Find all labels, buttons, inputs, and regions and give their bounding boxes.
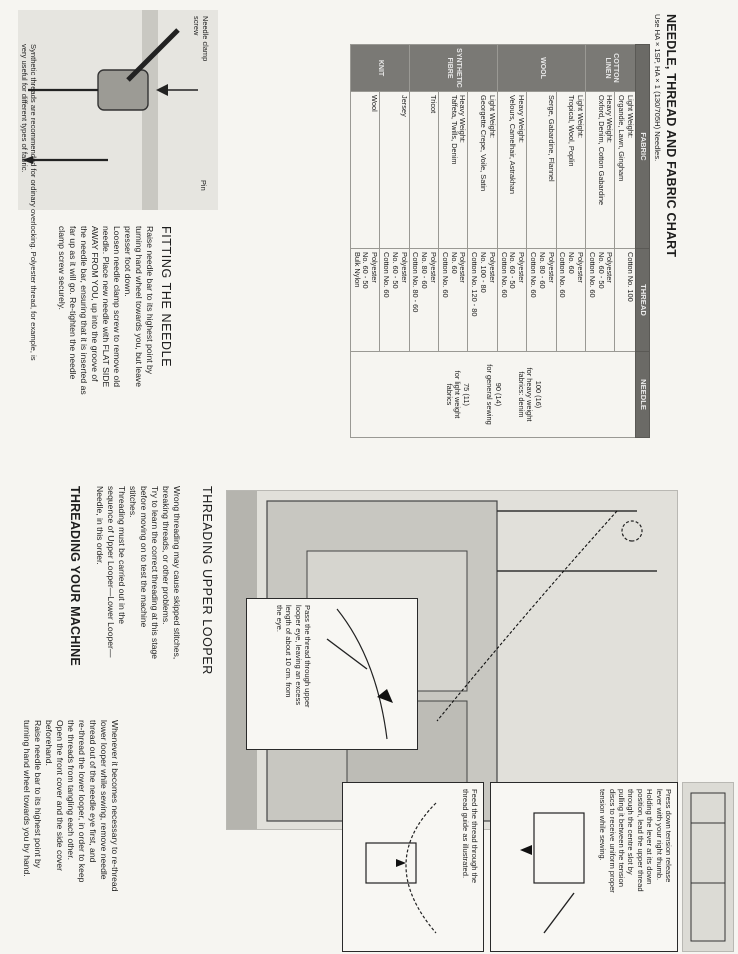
thread-line: Polyester — [517, 252, 527, 283]
fabric-line: Tropical, Wool, Poplin — [567, 95, 577, 167]
thread-cell — [556, 249, 585, 352]
thread-line: No. 60 - 50 — [361, 252, 371, 289]
footnote-line: Synthetic threads are recommended for ordinary overlocking. Polyester thread, for example, is — [29, 44, 38, 361]
thread-cell — [468, 249, 497, 352]
upper-looper-heading: THREADING UPPER LOOPER — [200, 486, 214, 675]
fabric-line: Heavy Weight: — [458, 95, 468, 143]
fabric-line: Heavy Weight: — [517, 95, 527, 143]
needle-cell — [350, 352, 635, 438]
fabric-cell — [380, 92, 409, 249]
fabric-cell — [468, 92, 497, 249]
thread-line: Cotton No. 60 — [499, 252, 509, 298]
fitting-needle-text — [56, 226, 155, 458]
fabric-line: Heavy Weight: — [605, 95, 615, 143]
thread-line: No. 60 - 50 — [508, 252, 518, 289]
thread-line: No. 60 - 50 — [596, 252, 606, 289]
thread-line: No. 60 - 50 — [390, 252, 400, 289]
feed-line: thread guide as illustrated. — [460, 789, 470, 879]
press-line: tension while sewing. — [598, 789, 608, 861]
thread-line: No. 60 — [449, 252, 459, 274]
table-row — [615, 45, 636, 438]
threading-line: turning hand wheel towards you by hand. — [22, 720, 32, 877]
fabric-cell — [409, 92, 438, 249]
threading-text-b — [21, 720, 120, 952]
fabric-cell — [615, 92, 636, 249]
chart-footnote — [19, 44, 38, 444]
fabric-cell — [556, 92, 585, 249]
threading-line: lower looper while sewing, remove needle — [99, 720, 109, 880]
thread-line: Cotton No. 60 — [382, 252, 392, 298]
pass-line: Pass the thread through upper — [303, 605, 312, 708]
thread-line: No. 80 - 60 — [420, 252, 430, 289]
fabric-line: Wool — [370, 95, 380, 112]
press-line: through the centre slot by — [626, 789, 636, 875]
press-line: pulling it between the tension — [616, 789, 626, 887]
needle-thread-fabric-table — [350, 44, 650, 438]
pass-line: the eye. — [274, 605, 284, 633]
needle-line: for general sewing — [484, 364, 494, 425]
fabric-cell — [350, 92, 379, 249]
threading-line: stitches. — [128, 486, 138, 518]
threading-text-a — [94, 486, 182, 714]
needle-illustration — [18, 10, 218, 210]
needle-line: fabrics: denim — [516, 371, 526, 418]
fitting-line: presser foot down. — [123, 226, 133, 297]
thread-line: Polyester — [458, 252, 468, 283]
thread-line: Polyester — [576, 252, 586, 283]
tension-disc-illustration — [682, 782, 734, 952]
thread-line: Cotton No. 60 — [529, 252, 539, 298]
fitting-line: far up as it will go. Re-tighten the needle — [68, 226, 78, 380]
pass-line: length of about 10 cm. from — [284, 605, 294, 698]
thread-cell — [439, 249, 468, 352]
fitting-needle-section — [56, 226, 173, 458]
column-header-thread: THREAD — [636, 249, 650, 352]
threading-line: beforehand. — [44, 720, 54, 766]
press-line: lever with your right thumb. — [654, 789, 664, 881]
thread-line: Polyester — [605, 252, 615, 283]
group-label: KNIT — [350, 45, 409, 92]
threading-line: Needle, in this order. — [95, 486, 105, 565]
press-line: Press down tension release — [664, 789, 673, 883]
fabric-line: Velours, Camelhair, Astrakhan — [508, 95, 518, 195]
thread-line: Polyester — [429, 252, 439, 283]
threading-line: Wrong threading may cause skipped stitches, — [172, 486, 182, 660]
thread-cell — [586, 249, 615, 352]
thread-line: Polyester — [487, 252, 497, 283]
pin-label: Pin — [199, 180, 208, 191]
needle-clamp-label: Needle clamp screw — [191, 16, 210, 62]
fabric-line: Light Weight: — [576, 95, 586, 139]
thread-line: Cotton No. 100 — [626, 252, 635, 302]
fitting-line: the needle bar, ensuring that it is inserted as — [79, 226, 89, 395]
fitting-line: needle. Place new needle with FLAT SIDE — [101, 226, 111, 388]
thread-cell — [380, 249, 409, 352]
thread-line: No. 80 - 60 — [537, 252, 547, 289]
fabric-cell — [497, 92, 526, 249]
fitting-line: Loosen needle clamp screw to remove old — [112, 226, 122, 387]
fabric-line: Serge, Gabardine, Flannel — [546, 95, 556, 182]
thread-line: Bulk Nylon — [352, 252, 362, 288]
threading-line: Open the front cover and the side cover — [55, 720, 65, 871]
fitting-line: Raise needle bar to its highest point by — [145, 226, 155, 375]
thread-cell — [497, 249, 526, 352]
threading-line: Whenever it becomes necessary to re-thread — [110, 720, 120, 892]
thread-line: Cotton No. 60 — [440, 252, 450, 298]
fabric-line: Tricot — [429, 95, 439, 114]
group-label: WOOL — [497, 45, 585, 92]
needle-line: for heavy weight — [525, 367, 535, 422]
fitting-needle-heading: FITTING THE NEEDLE — [159, 226, 173, 368]
needle-line: 90 (14) — [493, 382, 503, 407]
thread-line: Cotton No. 60 — [587, 252, 597, 298]
footnote-line: very useful for different types of fabric. — [19, 44, 29, 173]
group-label: COTTON LINEN — [586, 45, 636, 92]
fabric-cell — [527, 92, 556, 249]
press-line: discs to receive uniform proper — [607, 789, 617, 893]
needle-line: 75 (11) — [462, 383, 472, 406]
fabric-line: Georgette Crepe, Voile, Satin — [479, 95, 489, 192]
pass-line: looper eye, leaving an excess — [293, 605, 303, 706]
thread-line: Cotton No. 120 - 80 — [470, 252, 480, 317]
fabric-cell — [586, 92, 615, 249]
column-header-needle: NEEDLE — [636, 352, 650, 438]
threading-line: Try to learn the correct threading at this stage — [150, 486, 160, 660]
threading-line: the threads from tangling each other. — [66, 720, 76, 860]
thread-line: Polyester — [546, 252, 556, 283]
needle-clamp-drawing — [18, 10, 218, 210]
thread-line: No. 100 - 80 — [479, 252, 489, 293]
tension-lever-drawing — [514, 783, 594, 951]
group-label: SYNTHETIC FIBRE — [409, 45, 497, 92]
looper-eye-drawing — [317, 599, 417, 749]
threading-line: re-thread the lower looper, in order to keep — [77, 720, 87, 883]
column-header-fabric: FABRIC — [636, 45, 650, 249]
threading-line: sequence of Upper Looper—Lower Looper— — [106, 486, 116, 658]
chart-heading: NEEDLE, THREAD AND FABRIC CHART — [664, 14, 678, 258]
needle-line: 100 (16) — [534, 380, 544, 409]
thread-line: Cotton No. 60 — [558, 252, 568, 298]
pass-thread-caption — [246, 598, 418, 750]
threading-line: thread out of the needle eye first, and — [88, 720, 98, 863]
thread-line: No. 60 — [567, 252, 577, 274]
needle-line: fabrics — [444, 383, 454, 406]
fitting-line: clamp screw securely. — [57, 226, 67, 310]
feed-line: Feed the thread through the — [470, 789, 479, 884]
fabric-line: Oxford, Denim, Cotton Gabardine — [596, 95, 606, 206]
needle-line: for light weight — [453, 370, 463, 419]
press-line: Holding the lever at its down — [645, 789, 655, 885]
thread-line: Polyester — [399, 252, 409, 283]
fabric-line: Taffeta, Twills, Denim — [449, 95, 459, 165]
fabric-line: Light Weight: — [487, 95, 497, 139]
fitting-line: AWAY FROM YOU, up into the groove of — [90, 226, 100, 382]
press-line: position, lead the upper thread — [635, 789, 645, 892]
fabric-line: Jersey — [399, 95, 409, 117]
threading-line: breaking threads, or other problems. — [161, 486, 171, 625]
chart-subheading: Use HA × 1SP, HA × 1 (130/705H) Needles. — [653, 14, 662, 162]
threading-line: Threading must be carried out in the — [117, 486, 127, 625]
threading-heading: THREADING YOUR MACHINE — [68, 486, 82, 666]
threading-line: Raise needle bar to its highest point by — [33, 720, 43, 869]
thread-cell — [350, 249, 379, 352]
fabric-cell — [439, 92, 468, 249]
fitting-line: turning hand wheel towards you, but leave — [134, 226, 144, 387]
thread-line: Polyester — [370, 252, 380, 283]
table-header-row — [636, 45, 650, 438]
fabric-line: Light Weight: — [626, 95, 635, 139]
tension-disc-drawing — [683, 783, 733, 951]
thread-line: Cotton No. 80 - 60 — [411, 252, 421, 313]
thread-guide-drawing — [352, 783, 456, 951]
tension-release-caption — [490, 782, 678, 952]
thread-cell — [615, 249, 636, 352]
thread-cell — [409, 249, 438, 352]
fabric-line: Organdie, Lawn, Gingham — [617, 95, 627, 182]
feed-thread-caption — [342, 782, 484, 952]
threading-line: before moving on to test the machine — [139, 486, 149, 628]
thread-cell — [527, 249, 556, 352]
